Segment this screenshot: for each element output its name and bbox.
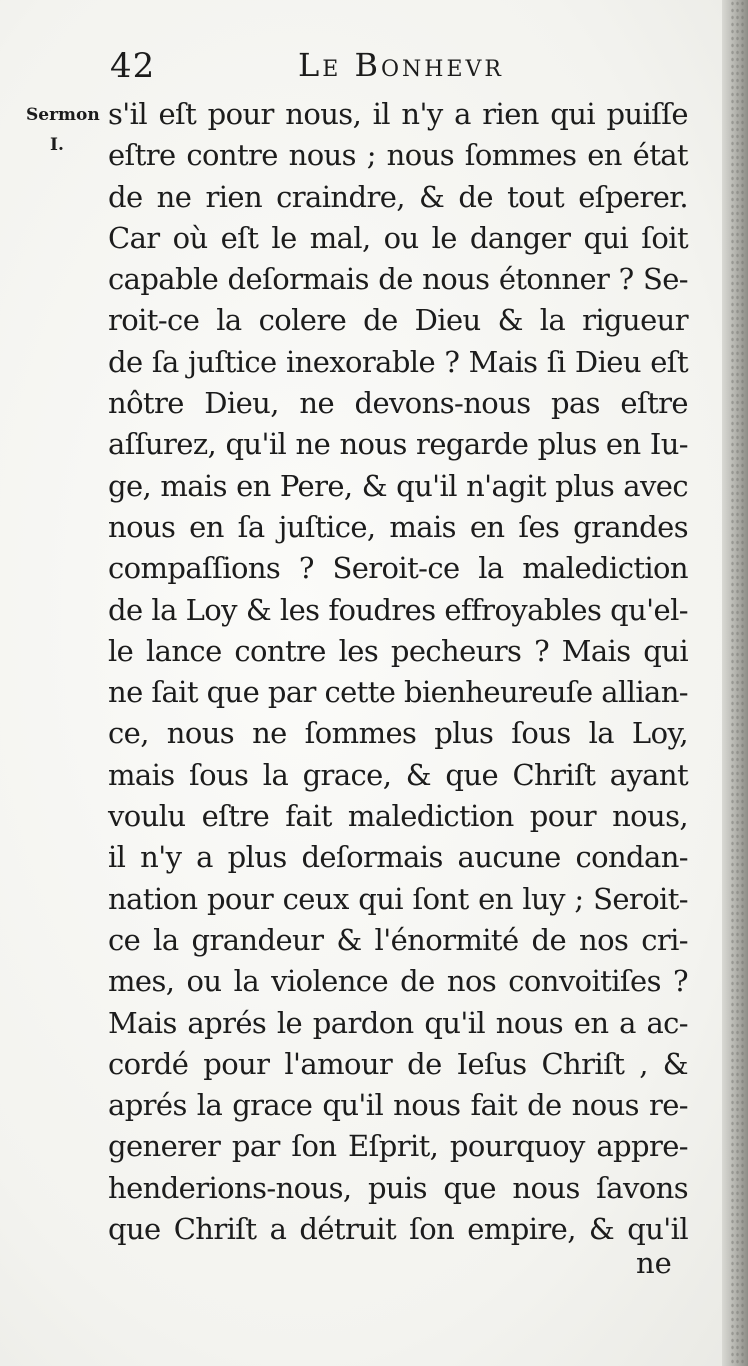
text-line: voulu eſtre fait malediction pour nous,	[108, 799, 688, 834]
text-line: capable deſormais de nous étonner ? Se-	[108, 262, 688, 297]
text-line: il n'y a plus deſormais aucune condan-	[108, 840, 688, 875]
text-line: Mais aprés le pardon qu'il nous en a ac-	[108, 1005, 688, 1040]
text-line: nous en ſa juſtice, mais en ſes grandes	[108, 509, 688, 544]
text-line: s'il eſt pour nous, il n'y a rien qui puiſſe	[108, 97, 688, 131]
text-line: compaſſions ? Seroit-ce la malediction	[108, 551, 688, 586]
text-line: henderions-nous, puis que nous ſavons	[108, 1170, 688, 1205]
margin-note	[26, 100, 106, 160]
text-line: mes, ou la violence de nos convoitiſes ?	[108, 964, 688, 999]
text-line: aprés la grace qu'il nous fait de nous re-	[108, 1088, 688, 1123]
body-text	[108, 94, 688, 1250]
page-header	[110, 46, 670, 90]
text-line: nation pour ceux qui ſont en luy ; Seroit-	[108, 881, 688, 916]
text-line: mais ſous la grace, & que Chriſt ayant	[108, 757, 688, 792]
text-line: de la Loy & les foudres effroyables qu'el-	[108, 592, 688, 627]
text-line: generer par ſon Eſprit, pourquoy appre-	[108, 1129, 688, 1164]
text-line: de ſa juſtice inexorable ? Mais ſi Dieu eſt	[108, 344, 688, 379]
text-line: le lance contre les pecheurs ? Mais qui	[108, 633, 688, 668]
text-line: de ne rien craindre, & de tout eſperer.	[108, 179, 688, 214]
margin-note-label: Sermon	[26, 105, 100, 125]
text-line: aſſurez, qu'il ne nous regarde plus en Iu-	[108, 427, 688, 462]
running-title: Le Bonhevr	[298, 46, 504, 84]
page-number: 42	[110, 46, 156, 86]
text-line: ce la grandeur & l'énormité de nos cri-	[108, 922, 688, 957]
text-line: nôtre Dieu, ne devons-nous pas eſtre	[108, 386, 688, 421]
text-line: ne ſait que par cette bienheureuſe allian-	[108, 675, 688, 710]
page-edge-texture	[730, 0, 744, 1366]
text-line: ge, mais en Pere, & qu'il n'agit plus avec	[108, 468, 688, 503]
text-line: Car où eſt le mal, ou le danger qui ſoit	[108, 220, 688, 255]
text-line: ce, nous ne ſommes plus ſous la Loy,	[108, 716, 688, 751]
text-line: que Chriſt a détruit ſon empire, & qu'il	[108, 1212, 688, 1247]
margin-note-number: I.	[50, 135, 64, 155]
text-line: eſtre contre nous ; nous ſommes en état	[108, 138, 688, 173]
catchword: ne	[636, 1246, 672, 1280]
text-line: cordé pour l'amour de Ieſus Chriſt , &	[108, 1046, 688, 1081]
text-line: roit-ce la colere de Dieu & la rigueur	[108, 303, 688, 338]
